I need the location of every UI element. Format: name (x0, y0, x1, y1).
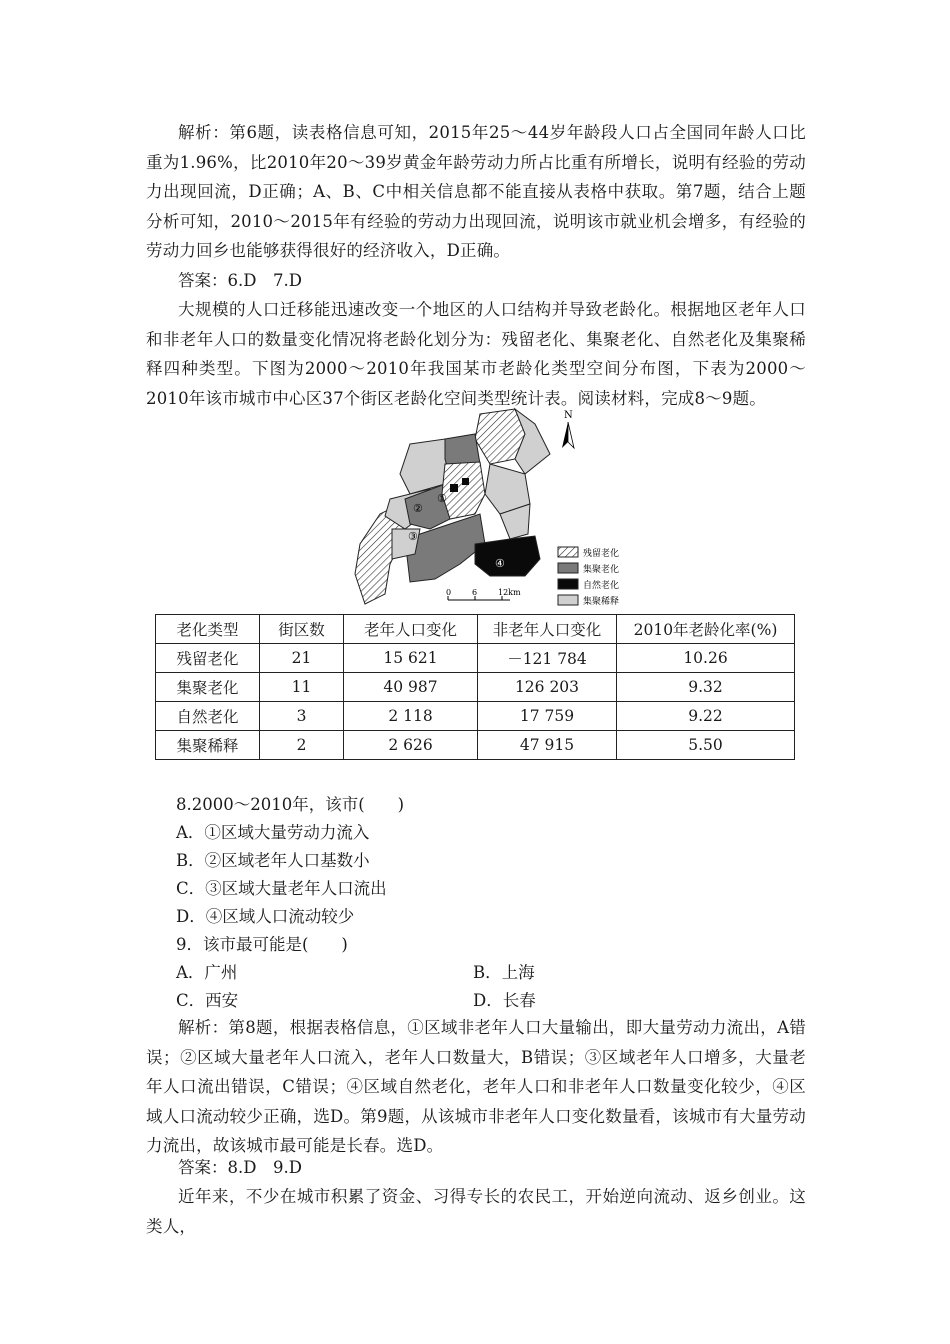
question-8-option-b: B．②区域老年人口基数小 (176, 851, 370, 870)
legend-swatch-residual (558, 547, 578, 557)
table-cell: 残留老化 (156, 644, 260, 673)
table-cell: 自然老化 (156, 702, 260, 731)
table-cell: 9.32 (617, 673, 795, 702)
legend-swatch-cluster (558, 563, 578, 573)
table-cell: 2 118 (344, 702, 478, 731)
material-paragraph: 大规模的人口迁移能迅速改变一个地区的人口结构并导致老龄化。根据地区老年人口和非老年人口的数量变化情况将老龄化划分为：残留老化、集聚老化、自然老化及集聚稀释四种类型。下图为2000～2010年我国某市老龄化类型空间分布图，下表为2000～2010年该市城市中心区37个街区老龄化空间类型统计表。阅读材料，完成8～9题。 (146, 300, 806, 408)
region-residual-core (442, 462, 485, 519)
table-cell: 15 621 (344, 644, 478, 673)
table-row (156, 702, 795, 731)
region-label-2: ② (413, 502, 423, 515)
legend-label-natural: 自然老化 (583, 581, 620, 591)
legend-label-cluster: 集聚老化 (583, 565, 620, 575)
table-row (156, 644, 795, 673)
table-cell: 21 (260, 644, 344, 673)
analysis-paragraph-q6-q7: 解析：第6题，读表格信息可知，2015年25～44岁年龄段人口占全国同年龄人口比重为1.96%，比2010年20～39岁黄金年龄劳动力所占比重有所增长，说明有经验的劳动力出现回流，D正确；A、B、C中相关信息都不能直接从表格中获取。第7题，结合上题分析可知，2010～2015年有经验的劳动力出现回流，说明该市就业机会增多，有经验的劳动力回乡也能够获得很好的经济收入，D正确。 (146, 123, 806, 260)
table-cell: －121 784 (478, 644, 617, 673)
scale-tick-0: 0 (446, 588, 452, 597)
next-material-paragraph: 近年来，不少在城市积累了资金、习得专长的农民工，开始逆向流动、返乡创业。这类人， (146, 1187, 806, 1236)
table-header-row (156, 615, 795, 644)
scale-bar (446, 588, 521, 600)
question-8-option-d: D．④区域人口流动较少 (176, 907, 355, 926)
region-label-1: ① (437, 492, 447, 505)
question-9-option-a: A．广州 (176, 963, 238, 982)
table-cell: 3 (260, 702, 344, 731)
table-row (156, 731, 795, 760)
region-label-4: ④ (495, 557, 505, 570)
question-9-option-d: D．长春 (473, 991, 536, 1010)
scale-tick-12: 12km (498, 588, 521, 597)
aging-type-map (350, 404, 670, 610)
map-svg (350, 404, 670, 610)
question-8-stem: 8.2000～2010年，该市( ) (176, 795, 405, 814)
legend-swatch-natural (558, 579, 578, 589)
legend-label-dilute: 集聚稀释 (583, 597, 620, 607)
table-cell: 集聚老化 (156, 673, 260, 702)
question-8-option-c: C．③区域大量老年人口流出 (176, 879, 387, 898)
table-cell: 11 (260, 673, 344, 702)
region-natural-core-1 (450, 484, 458, 492)
table-header-cell: 2010年老龄化率(%) (617, 615, 795, 644)
legend-label-residual: 残留老化 (583, 549, 620, 559)
table-cell: 集聚稀释 (156, 731, 260, 760)
scale-tick-6: 6 (472, 588, 478, 597)
table-cell: 47 915 (478, 731, 617, 760)
table-header-cell: 老化类型 (156, 615, 260, 644)
table-header-cell: 老年人口变化 (344, 615, 478, 644)
north-arrow-icon (562, 410, 574, 448)
table-header-cell: 非老年人口变化 (478, 615, 617, 644)
table-cell: 17 759 (478, 702, 617, 731)
question-8-option-a: A．①区域大量劳动力流入 (176, 823, 370, 842)
table-row (156, 673, 795, 702)
table-cell: 2 (260, 731, 344, 760)
answer-q6-q7: 答案：6.D 7.D (178, 271, 302, 290)
table-cell: 2 626 (344, 731, 478, 760)
answer-q8-q9: 答案：8.D 9.D (178, 1158, 302, 1177)
legend-swatch-dilute (558, 595, 578, 605)
region-label-3: ③ (408, 530, 418, 543)
table-cell: 10.26 (617, 644, 795, 673)
region-natural-core-2 (462, 478, 469, 485)
table-header-cell: 街区数 (260, 615, 344, 644)
aging-stats-table (155, 614, 795, 760)
table-cell: 126 203 (478, 673, 617, 702)
question-9-option-c: C．西安 (176, 991, 239, 1010)
north-label: N (564, 410, 573, 421)
question-9-stem: 9．该市最可能是( ) (176, 935, 348, 954)
table-cell: 40 987 (344, 673, 478, 702)
question-9-option-b: B．上海 (473, 963, 535, 982)
analysis-paragraph-q8-q9: 解析：第8题，根据表格信息，①区域非老年人口大量输出，即大量劳动力流出，A错误；②区域大量老年人口流入，老年人口数量大，B错误；③区域老年人口增多，大量老年人口流出错误，C错误；④区域自然老化，老年人口和非老年人口数量变化较少，④区域人口流动较少正确，选D。第9题，从该城市非老年人口变化数量看，该城市有大量劳动力流出，故该城市最可能是长春。选D。 (146, 1018, 806, 1155)
table-cell: 5.50 (617, 731, 795, 760)
table-cell: 9.22 (617, 702, 795, 731)
